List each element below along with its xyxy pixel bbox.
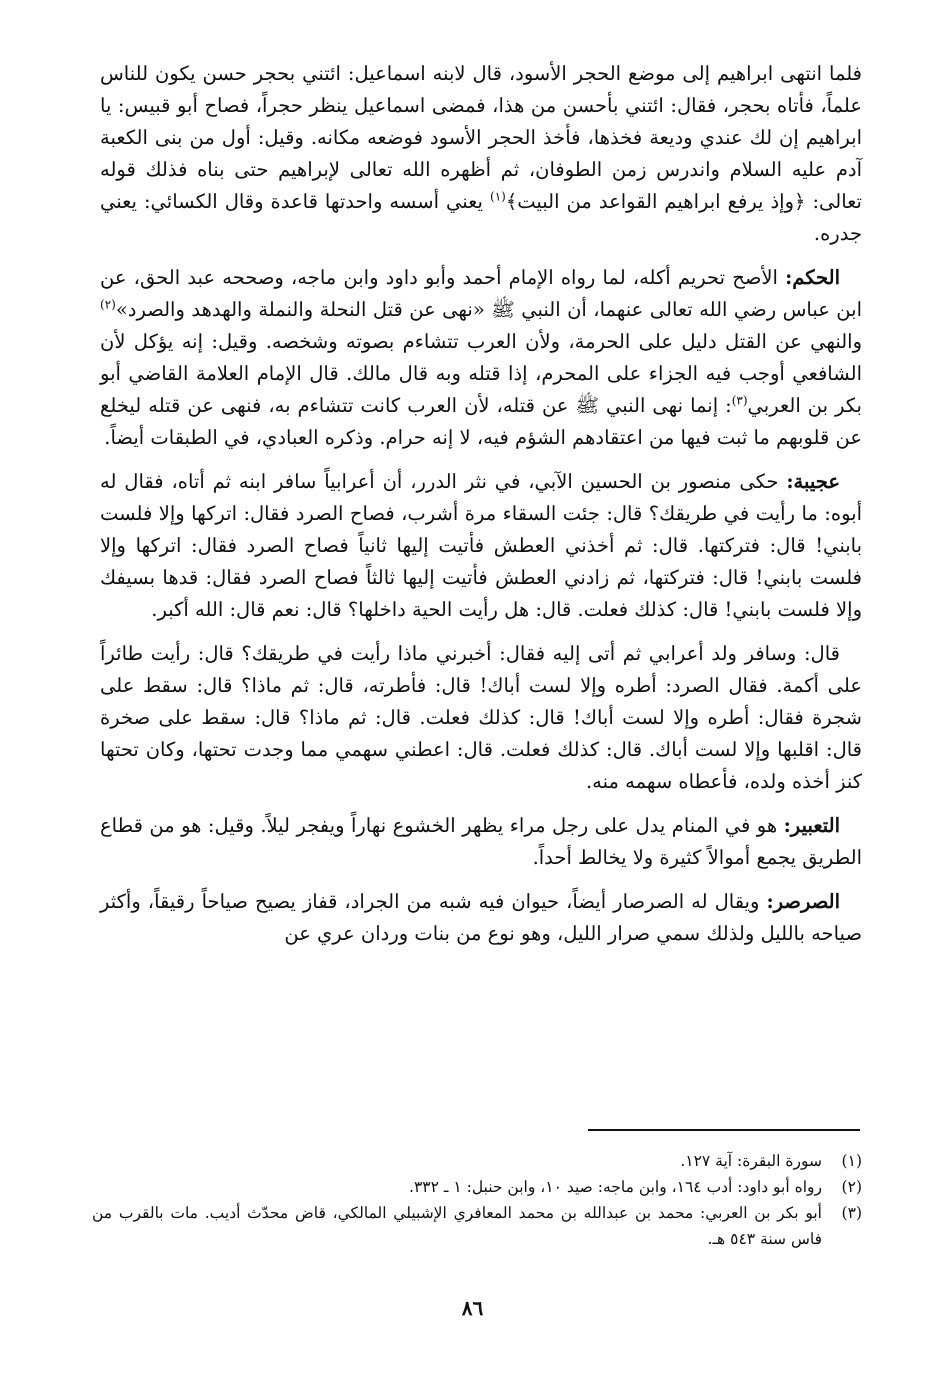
- footnote-2: [92, 1174, 862, 1200]
- interpretation-heading: التعبير:: [783, 814, 840, 837]
- cricket-heading: الصرصر:: [766, 890, 840, 913]
- footnote-3: [92, 1200, 862, 1252]
- footnote-1-number: (١): [841, 1152, 862, 1170]
- wonder-text: حكى منصور بن الحسين الآبي، في نثر الدرر، أن أعرابياً سافر ابنه ثم أتاه، فقال له أبوه: ما رأيت في طريقك؟ قال: جئت السقاء مرة أشرب، فصاح الصرد فقال: اتركها وإلا فلست بابني! قال: فتركتها. قال: ثم أخذني العطش فأتيت إليها ثانياً فصاح الصرد فقال: اتركها وإلا فلست بابني! قال: فتركتها، ثم زادني العطش فأتيت إليها ثالثاً فصاح الصرد فقال: قدها بسيفك وإلا فلست بابني! قال: كذلك فعلت. قال: هل رأيت الحية داخلها؟ قال: نعم قال: الله أكبر.: [100, 470, 862, 621]
- page-body: [100, 58, 862, 962]
- interpretation-text: هو في المنام يدل على رجل مراء يظهر الخشوع نهاراً ويفجر ليلاً. وقيل: هو من قطاع الطريق يجمع أموالاً كثيرة ولا يخالط أحداً.: [100, 814, 862, 869]
- ruling-heading: الحكم:: [785, 266, 840, 289]
- footnote-3-text: أبو بكر بن العربي: محمد بن عبدالله بن محمد المعافري الإشبيلي المالكي، قاض محدّث أديب. مات بالقرب من فاس سنة ٥٤٣ هـ.: [92, 1204, 822, 1248]
- footnotes: [92, 1148, 862, 1252]
- paragraph-cricket: [100, 886, 862, 950]
- footnote-ref-3[interactable]: (٣): [731, 393, 748, 408]
- footnote-1-text: سورة البقرة: آية ١٢٧.: [680, 1152, 822, 1170]
- ruling-text-c: : إنما نهى النبي ﷺ عن قتله، لأن العرب كانت تتشاءم به، فنهى عن قتله ليخلع عن قلوبهم ما ثبت فيها من اعتقادهم الشؤم فيه، لا إنه حرام. وذكره العبادي، في الطبقات أيضاً.: [100, 394, 862, 449]
- paragraph-kaaba-tail: يعني أسسه واحدتها قاعدة وقال الكسائي: يعني جدره.: [100, 190, 862, 245]
- paragraph-kaaba: [100, 58, 862, 250]
- page-number: ٨٦: [461, 1296, 484, 1320]
- footnote-ref-2[interactable]: (٢): [100, 297, 116, 312]
- cricket-text: ويقال له الصرصار أيضاً، حيوان فيه شبه من الجراد، قفاز يصيح صياحاً رقيقاً، وأكثر صياحه بالليل ولذلك سمي صرار الليل، وهو نوع من بنات وردان عري عن: [100, 890, 862, 945]
- paragraph-kaaba-text: فلما انتهى ابراهيم إلى موضع الحجر الأسود، قال لابنه اسماعيل: ائتني بحجر حسن يكون للناس علماً، فأتاه بحجر، فقال: ائتني بأحسن من هذا، فمضى اسماعيل ينظر حجراً، فصاح أبو قبيس: يا ابراهيم إن لك عندي وديعة فخذها، فأخذ الحجر الأسود فوضعه مكانه. وقيل: أول من بنى الكعبة آدم عليه السلام واندرس زمن الطوفان، ثم أظهره الله تعالى لإبراهيم حتى بناه فذلك قوله تعالى: ﴿وإذ يرفع ابراهيم القواعد من البيت﴾: [100, 62, 862, 213]
- paragraph-second-story: [100, 638, 862, 798]
- second-story-text: قال: وسافر ولد أعرابي ثم أتى إليه فقال: أخبرني ماذا رأيت في طريقك؟ قال: رأيت طائراً على أكمة. فقال الصرد: أطره وإلا لست أباك! قال: فأطرته، قال: ثم ماذا؟ قال: سقط على شجرة فقال: أطره وإلا لست أباك! قال: كذلك فعلت. قال: ثم ماذا؟ قال: سقط على صخرة قال: اقلبها وإلا لست أباك. قال: كذلك فعلت. قال: اعطني سهمي مما وجدت تحتها، وكان تحتها كنز أخذه ولده، فأعطاه سهمه منه.: [100, 642, 862, 793]
- paragraph-ruling: [100, 262, 862, 454]
- footnote-separator: [588, 1129, 860, 1131]
- ruling-text-b: والنهي عن القتل دليل على الحرمة، ولأن العرب تتشاءم بصوته وشخصه. وقيل: إنه يؤكل لأن الشافعي أوجب فيه الجزاء على المحرم، إذا قتله وبه قال مالك. قال الإمام العلامة القاضي أبو بكر بن العربي: [100, 330, 862, 417]
- paragraph-wonder: [100, 466, 862, 626]
- wonder-heading: عجيبة:: [786, 470, 840, 493]
- footnote-3-number: (٣): [841, 1204, 862, 1222]
- footnote-2-text: رواه أبو داود: أدب ١٦٤، وابن ماجه: صيد ١٠، وابن حنبل: ١ ـ ٣٣٢.: [409, 1178, 822, 1196]
- footnote-2-number: (٢): [841, 1178, 862, 1196]
- footnote-1: [92, 1148, 862, 1174]
- footnote-ref-1[interactable]: (١): [490, 189, 506, 204]
- paragraph-interpretation: [100, 810, 862, 874]
- ruling-text-a: الأصح تحريم أكله، لما رواه الإمام أحمد وأبو داود وابن ماجه، وصححه عبد الحق، عن ابن عباس رضي الله تعالى عنهما، أن النبي ﷺ «نهى عن قتل النحلة والنملة والهدهد والصرد»: [100, 266, 862, 321]
